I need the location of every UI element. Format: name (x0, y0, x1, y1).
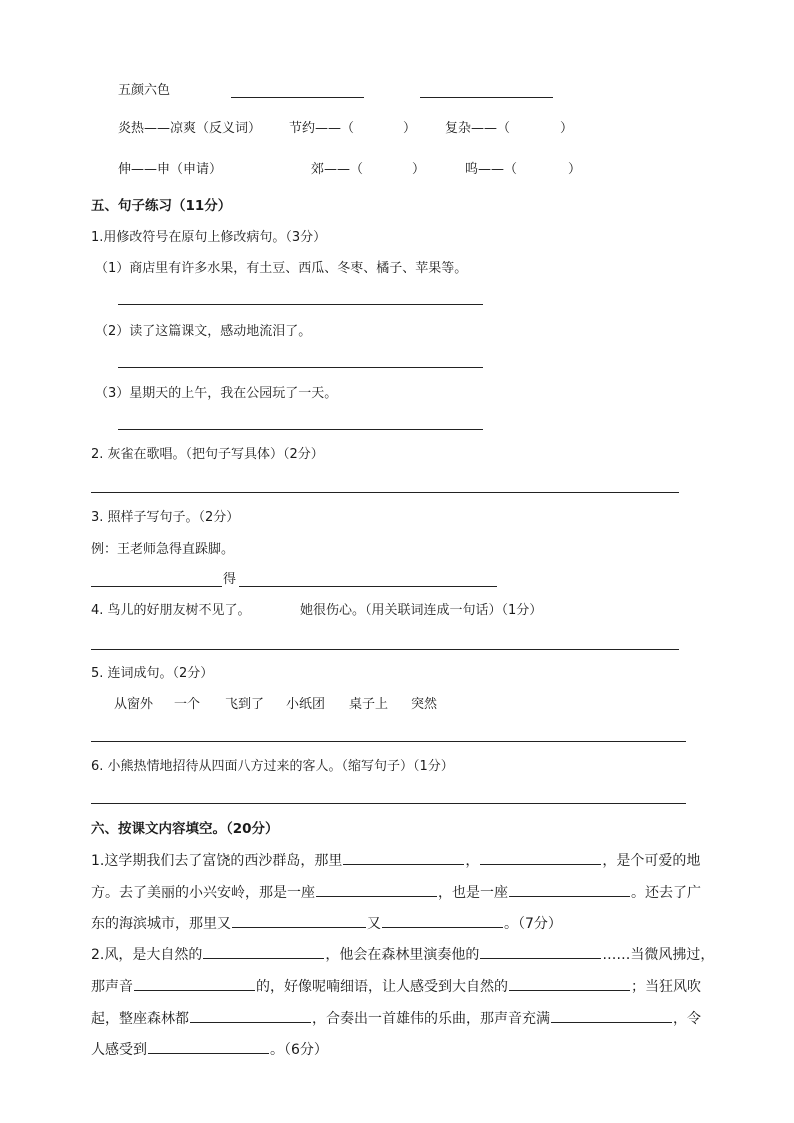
fill-line (91, 915, 562, 933)
blank[interactable] (190, 1022, 311, 1023)
blank[interactable] (343, 864, 464, 865)
vocab-word: 五颜六色 (118, 83, 171, 98)
fill-text: ，令 (673, 1011, 701, 1027)
answer-line[interactable] (91, 586, 222, 587)
answer-line[interactable] (231, 97, 364, 98)
word-chip: 一个 (174, 697, 201, 712)
fill-text: 那声音 (91, 979, 133, 995)
antonym-q1: 节约——（ (289, 121, 355, 136)
word-chip: 从窗外 (114, 697, 154, 712)
blank[interactable] (316, 896, 437, 897)
fill-line (91, 978, 701, 996)
fill-text: 又 (367, 916, 381, 932)
fill-text: ， (465, 853, 480, 869)
fill-text: 。还去了广 (631, 885, 701, 901)
antonym-example: 炎热——凉爽（反义词） (118, 121, 262, 136)
fill-text: ，他会在森林里演奏他的 (325, 947, 480, 963)
fill-line (91, 946, 714, 964)
sentence-3: （3）星期天的上午，我在公园玩了一天。 (95, 386, 338, 401)
antonym-q2: 复杂——（ (445, 121, 511, 136)
fill-text: ，也是一座 (438, 885, 508, 901)
blank[interactable] (509, 990, 630, 991)
sentence-2: （2）读了这篇课文，感动地流泪了。 (95, 324, 312, 339)
fill-line (91, 884, 701, 902)
question-3: 3. 照样子写句子。（2分） (91, 510, 240, 525)
fill-text: ……当微风拂过， (602, 947, 715, 963)
fill-text: 起，整座森林都 (91, 1011, 189, 1027)
fill-line (91, 1041, 328, 1059)
bracket-close: ） (403, 121, 417, 136)
blank[interactable] (551, 1022, 672, 1023)
fill-text: 方。去了美丽的小兴安岭，那是一座 (91, 885, 315, 901)
blank[interactable] (134, 990, 255, 991)
section-title: 五、句子练习（11分） (91, 198, 232, 214)
question-5: 5. 连词成句。（2分） (91, 666, 214, 681)
fill-line (91, 852, 700, 870)
question-1: 1.用修改符号在原句上修改病句。（3分） (91, 230, 327, 245)
bracket-close: ） (412, 162, 426, 177)
answer-line[interactable] (91, 649, 679, 650)
blank[interactable] (480, 958, 601, 959)
answer-line[interactable] (91, 803, 686, 804)
question-6: 6. 小熊热情地招待从四面八方过来的客人。（缩写句子）（1分） (91, 759, 454, 774)
answer-line[interactable] (118, 367, 483, 368)
word-chip: 桌子上 (349, 697, 389, 712)
answer-line[interactable] (91, 741, 686, 742)
fill-text: 。（6分） (270, 1042, 328, 1058)
fill-text: 1.这学期我们去了富饶的西沙群岛，那里 (91, 853, 343, 869)
answer-line[interactable] (118, 429, 483, 430)
answer-line[interactable] (118, 304, 483, 305)
question-2: 2. 灰雀在歌唱。（把句子写具体）（2分） (91, 447, 324, 462)
fill-text: ，合奏出一首雄伟的乐曲，那声音充满 (312, 1011, 550, 1027)
blank[interactable] (203, 958, 324, 959)
bracket-close: ） (560, 121, 574, 136)
blank[interactable] (232, 927, 366, 928)
fill-text: ，是个可爱的地 (602, 853, 701, 869)
word-chip: 小纸团 (286, 697, 326, 712)
blank[interactable] (480, 864, 601, 865)
homophone-example: 伸——申（申请） (118, 162, 223, 177)
fill-text: 人感受到 (91, 1042, 147, 1058)
answer-line[interactable] (420, 97, 553, 98)
sentence-1: （1）商店里有许多水果，有土豆、西瓜、冬枣、橘子、苹果等。 (95, 261, 468, 276)
fill-text: 2.风，是大自然的 (91, 947, 203, 963)
homophone-q2: 呜——（ (465, 162, 518, 177)
fill-text: ；当狂风吹 (631, 979, 701, 995)
blank[interactable] (509, 896, 630, 897)
answer-line[interactable] (91, 492, 679, 493)
fill-line (91, 1010, 701, 1028)
de-character: 得 (223, 572, 237, 587)
word-chip: 飞到了 (225, 697, 265, 712)
question-4-part-b: 她很伤心。（用关联词连成一句话）（1分） (300, 603, 543, 618)
answer-line[interactable] (239, 586, 497, 587)
bracket-close: ） (568, 162, 582, 177)
blank[interactable] (382, 927, 503, 928)
fill-text: 。（7分） (504, 916, 562, 932)
example-sentence: 例：王老师急得直跺脚。 (91, 542, 235, 557)
homophone-q1: 郊——（ (311, 162, 364, 177)
blank[interactable] (148, 1053, 269, 1054)
fill-text: 东的海滨城市，那里又 (91, 916, 231, 932)
word-chip: 突然 (411, 697, 438, 712)
question-4-part-a: 4. 鸟儿的好朋友树不见了。 (91, 603, 251, 618)
section-title: 六、按课文内容填空。（20分） (91, 821, 279, 837)
fill-text: 的，好像呢喃细语，让人感受到大自然的 (256, 979, 508, 995)
